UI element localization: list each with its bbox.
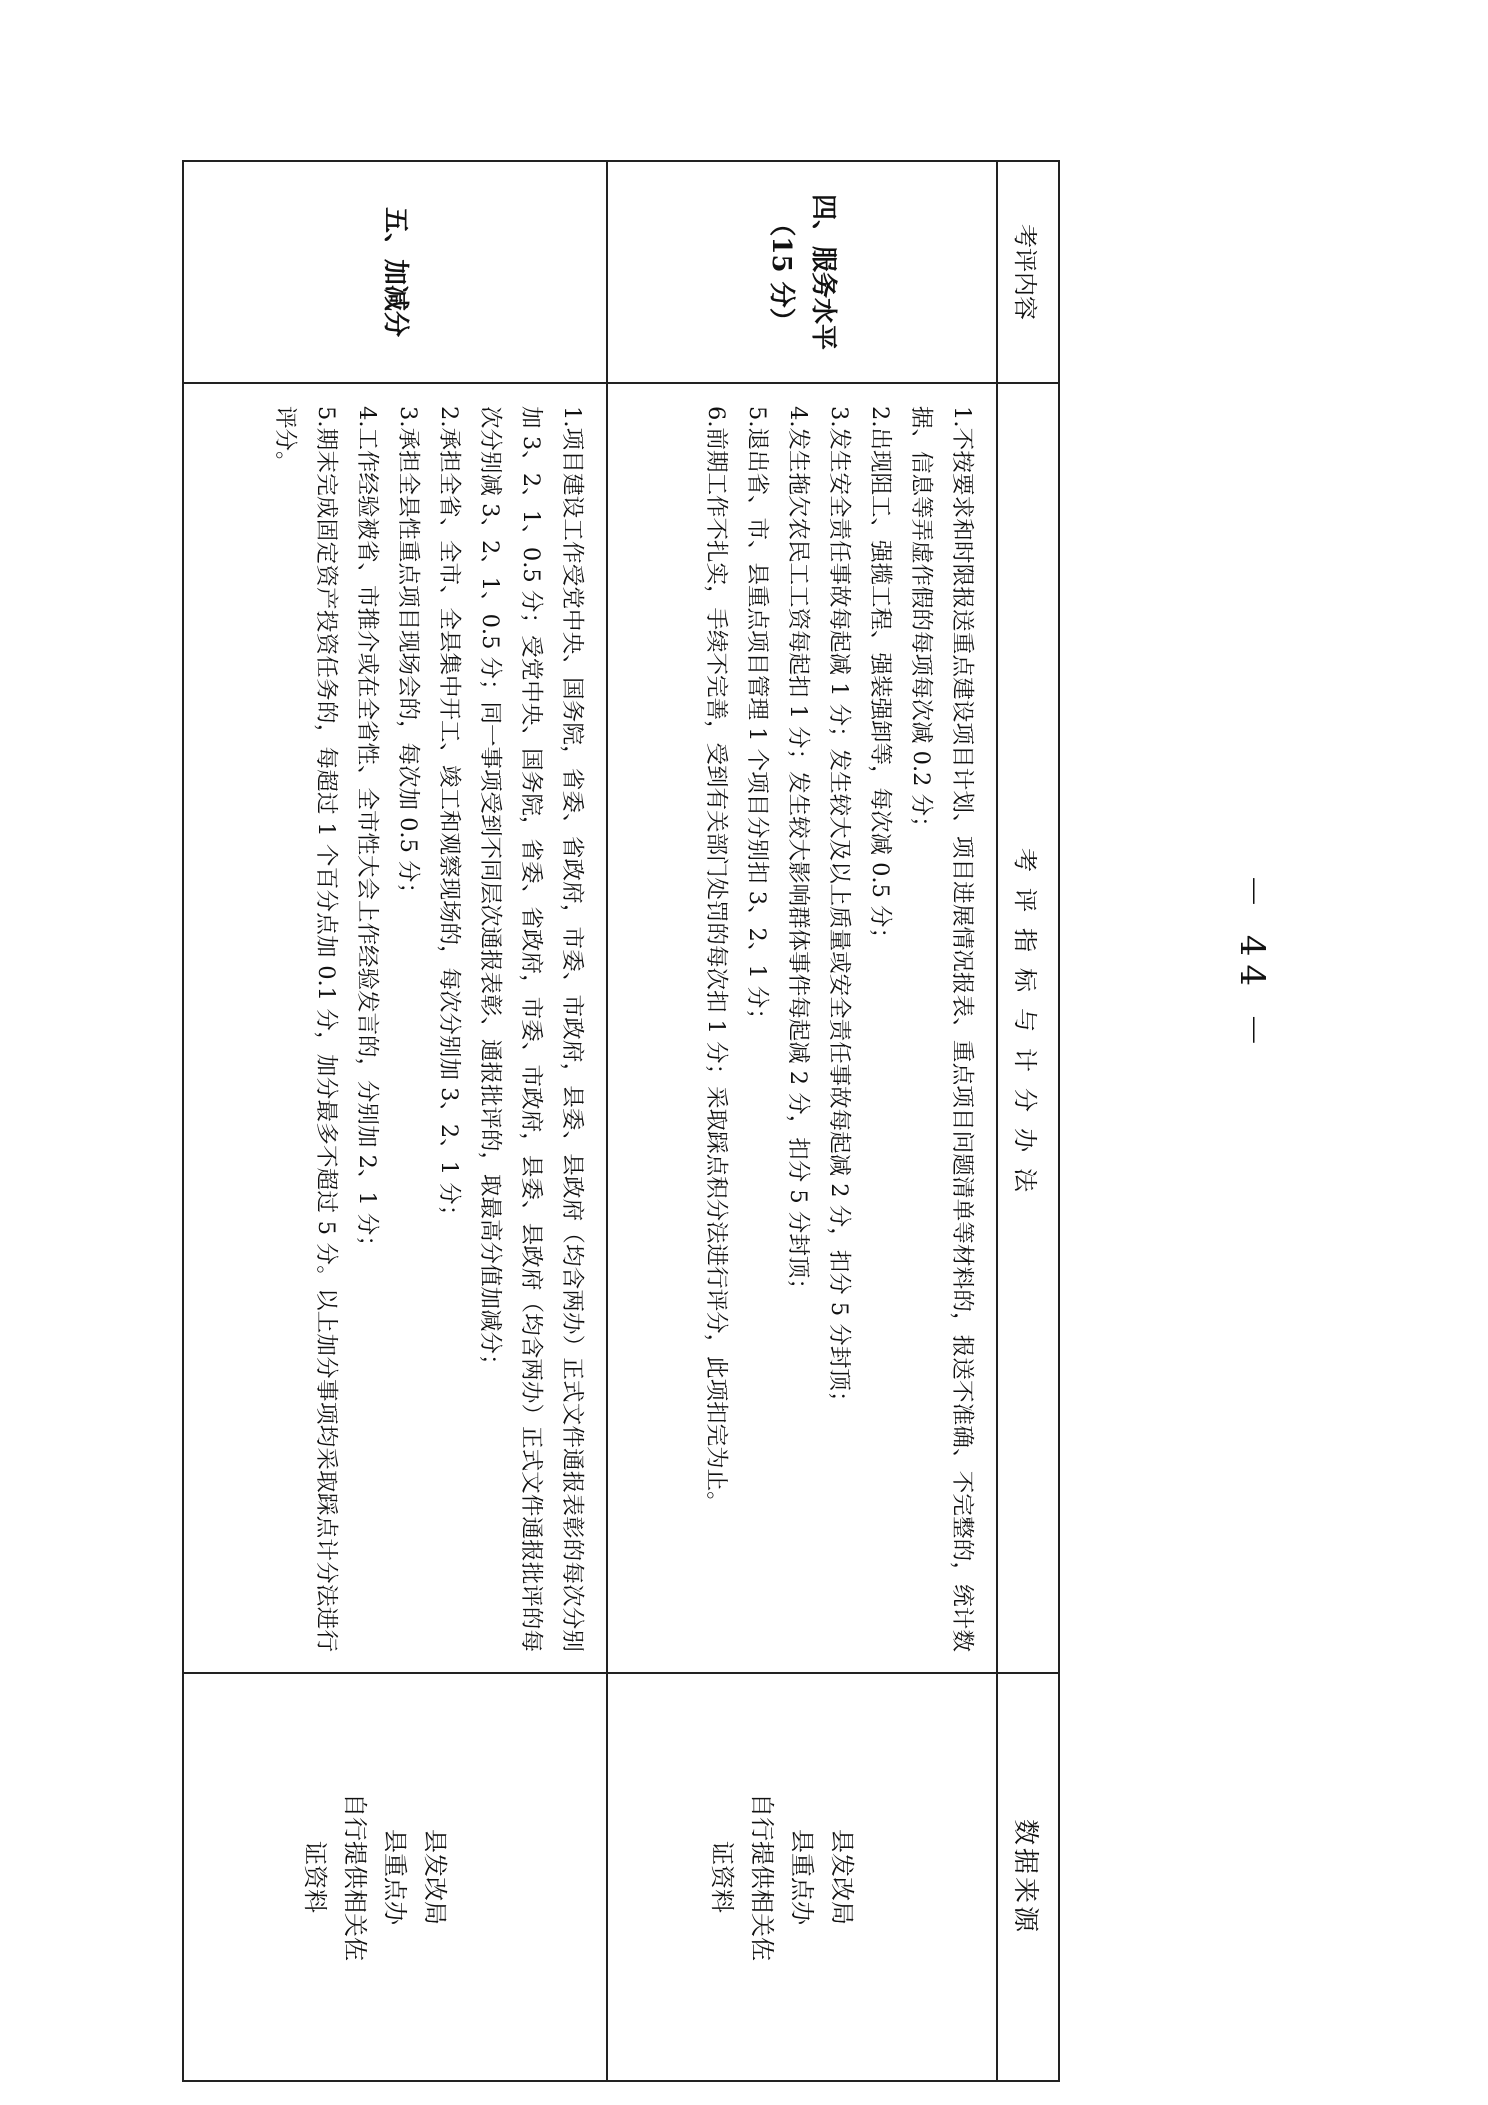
source-line: 县发改局 bbox=[828, 1829, 856, 1925]
source-line: 证资料 bbox=[708, 1841, 736, 1913]
source-line: 自行提供相关佐 bbox=[341, 1793, 369, 1961]
source-line: 县重点办 bbox=[788, 1829, 816, 1925]
method-item: 4.工作经验被省、市推介或在全省性、全市性大会上作经验发言的，分别加 2、1 分； bbox=[354, 406, 380, 1258]
method-item: 5.退出省、市、县重点项目管理 1 个项目分别扣 3、2、1 分； bbox=[744, 406, 770, 1031]
source-cell bbox=[183, 1673, 607, 2081]
table-row bbox=[183, 161, 607, 2081]
source-line: 自行提供相关佐 bbox=[748, 1793, 776, 1961]
evaluation-table bbox=[182, 160, 1060, 2082]
method-item: 6.前期工作不扎实，手续不完善，受到有关部门处罚的每次扣 1 分；采取踩点积分法进行评分，此项扣完为止。 bbox=[703, 406, 729, 1514]
method-item: 3.承担全县性重点项目现场会的，每次加 0.5 分； bbox=[395, 406, 421, 906]
table-row bbox=[607, 161, 997, 2081]
category-cell bbox=[183, 161, 607, 383]
method-item: 2.出现阻工、强揽工程、强装强卸等，每次减 0.5 分； bbox=[867, 406, 893, 951]
category-cell bbox=[607, 161, 997, 383]
rotated-table-container bbox=[182, 160, 1060, 2080]
method-item: 5.期末完成固定资产投资任务的，每超过 1 个百分点加 0.1 分，加分最多不超过 5 分。以上加分事项均采取踩点计分法进行评分。 bbox=[272, 406, 339, 1652]
method-item: 1.不按要求和时限报送重点建设项目计划、项目进展情况报表、重点项目问题清单等材料的，报送不准确、不完整的，统计数据、信息等弄虚作假的每项每次减 0.2 分； bbox=[908, 406, 975, 1652]
method-cell bbox=[607, 383, 997, 1673]
category-title: 四、服务水平 bbox=[808, 193, 838, 350]
source-line: 县发改局 bbox=[421, 1829, 449, 1925]
method-item: 2.承担全省、全市、全县集中开工、竣工和观察现场的，每次分别加 3、2、1 分； bbox=[436, 406, 462, 1228]
category-title: 五、加减分 bbox=[380, 206, 410, 337]
method-item: 1.项目建设工作受党中央、国务院，省委、省政府，市委、市政府，县委、县政府（均含两办）正式文件通报表彰的每次分别加 3、2、1、0.5 分；受党中央、国务院，省委、省政府，市委、市政府，县委、县政府（均含两办）正式文件通报批评的每次分别减 3、2、1、0.5 分；同一事项受到不同层次通报表彰、通报批评的，取最高分值加减分； bbox=[477, 406, 585, 1652]
method-item: 4.发生拖欠农民工工资每起扣 1 分；发生较大影响群体事件每起减 2 分，扣分 5 分封顶； bbox=[785, 406, 811, 1301]
method-item: 3.发生安全责任事故每起减 1 分；发生较大及以上质量或安全责任事故每起减 2 分，扣分 5 分封顶； bbox=[826, 406, 852, 1414]
header-source: 数据来源 bbox=[997, 1673, 1059, 2081]
source-cell bbox=[607, 1673, 997, 2081]
category-score: （15 分） bbox=[766, 210, 796, 334]
source-line: 证资料 bbox=[301, 1841, 329, 1913]
header-content: 考评内容 bbox=[997, 161, 1059, 383]
header-method: 考评指标与计分办法 bbox=[997, 383, 1059, 1673]
table-header-row bbox=[997, 161, 1059, 2081]
page-number: － 44 － bbox=[1231, 874, 1272, 1055]
method-cell bbox=[183, 383, 607, 1673]
source-line: 县重点办 bbox=[381, 1829, 409, 1925]
